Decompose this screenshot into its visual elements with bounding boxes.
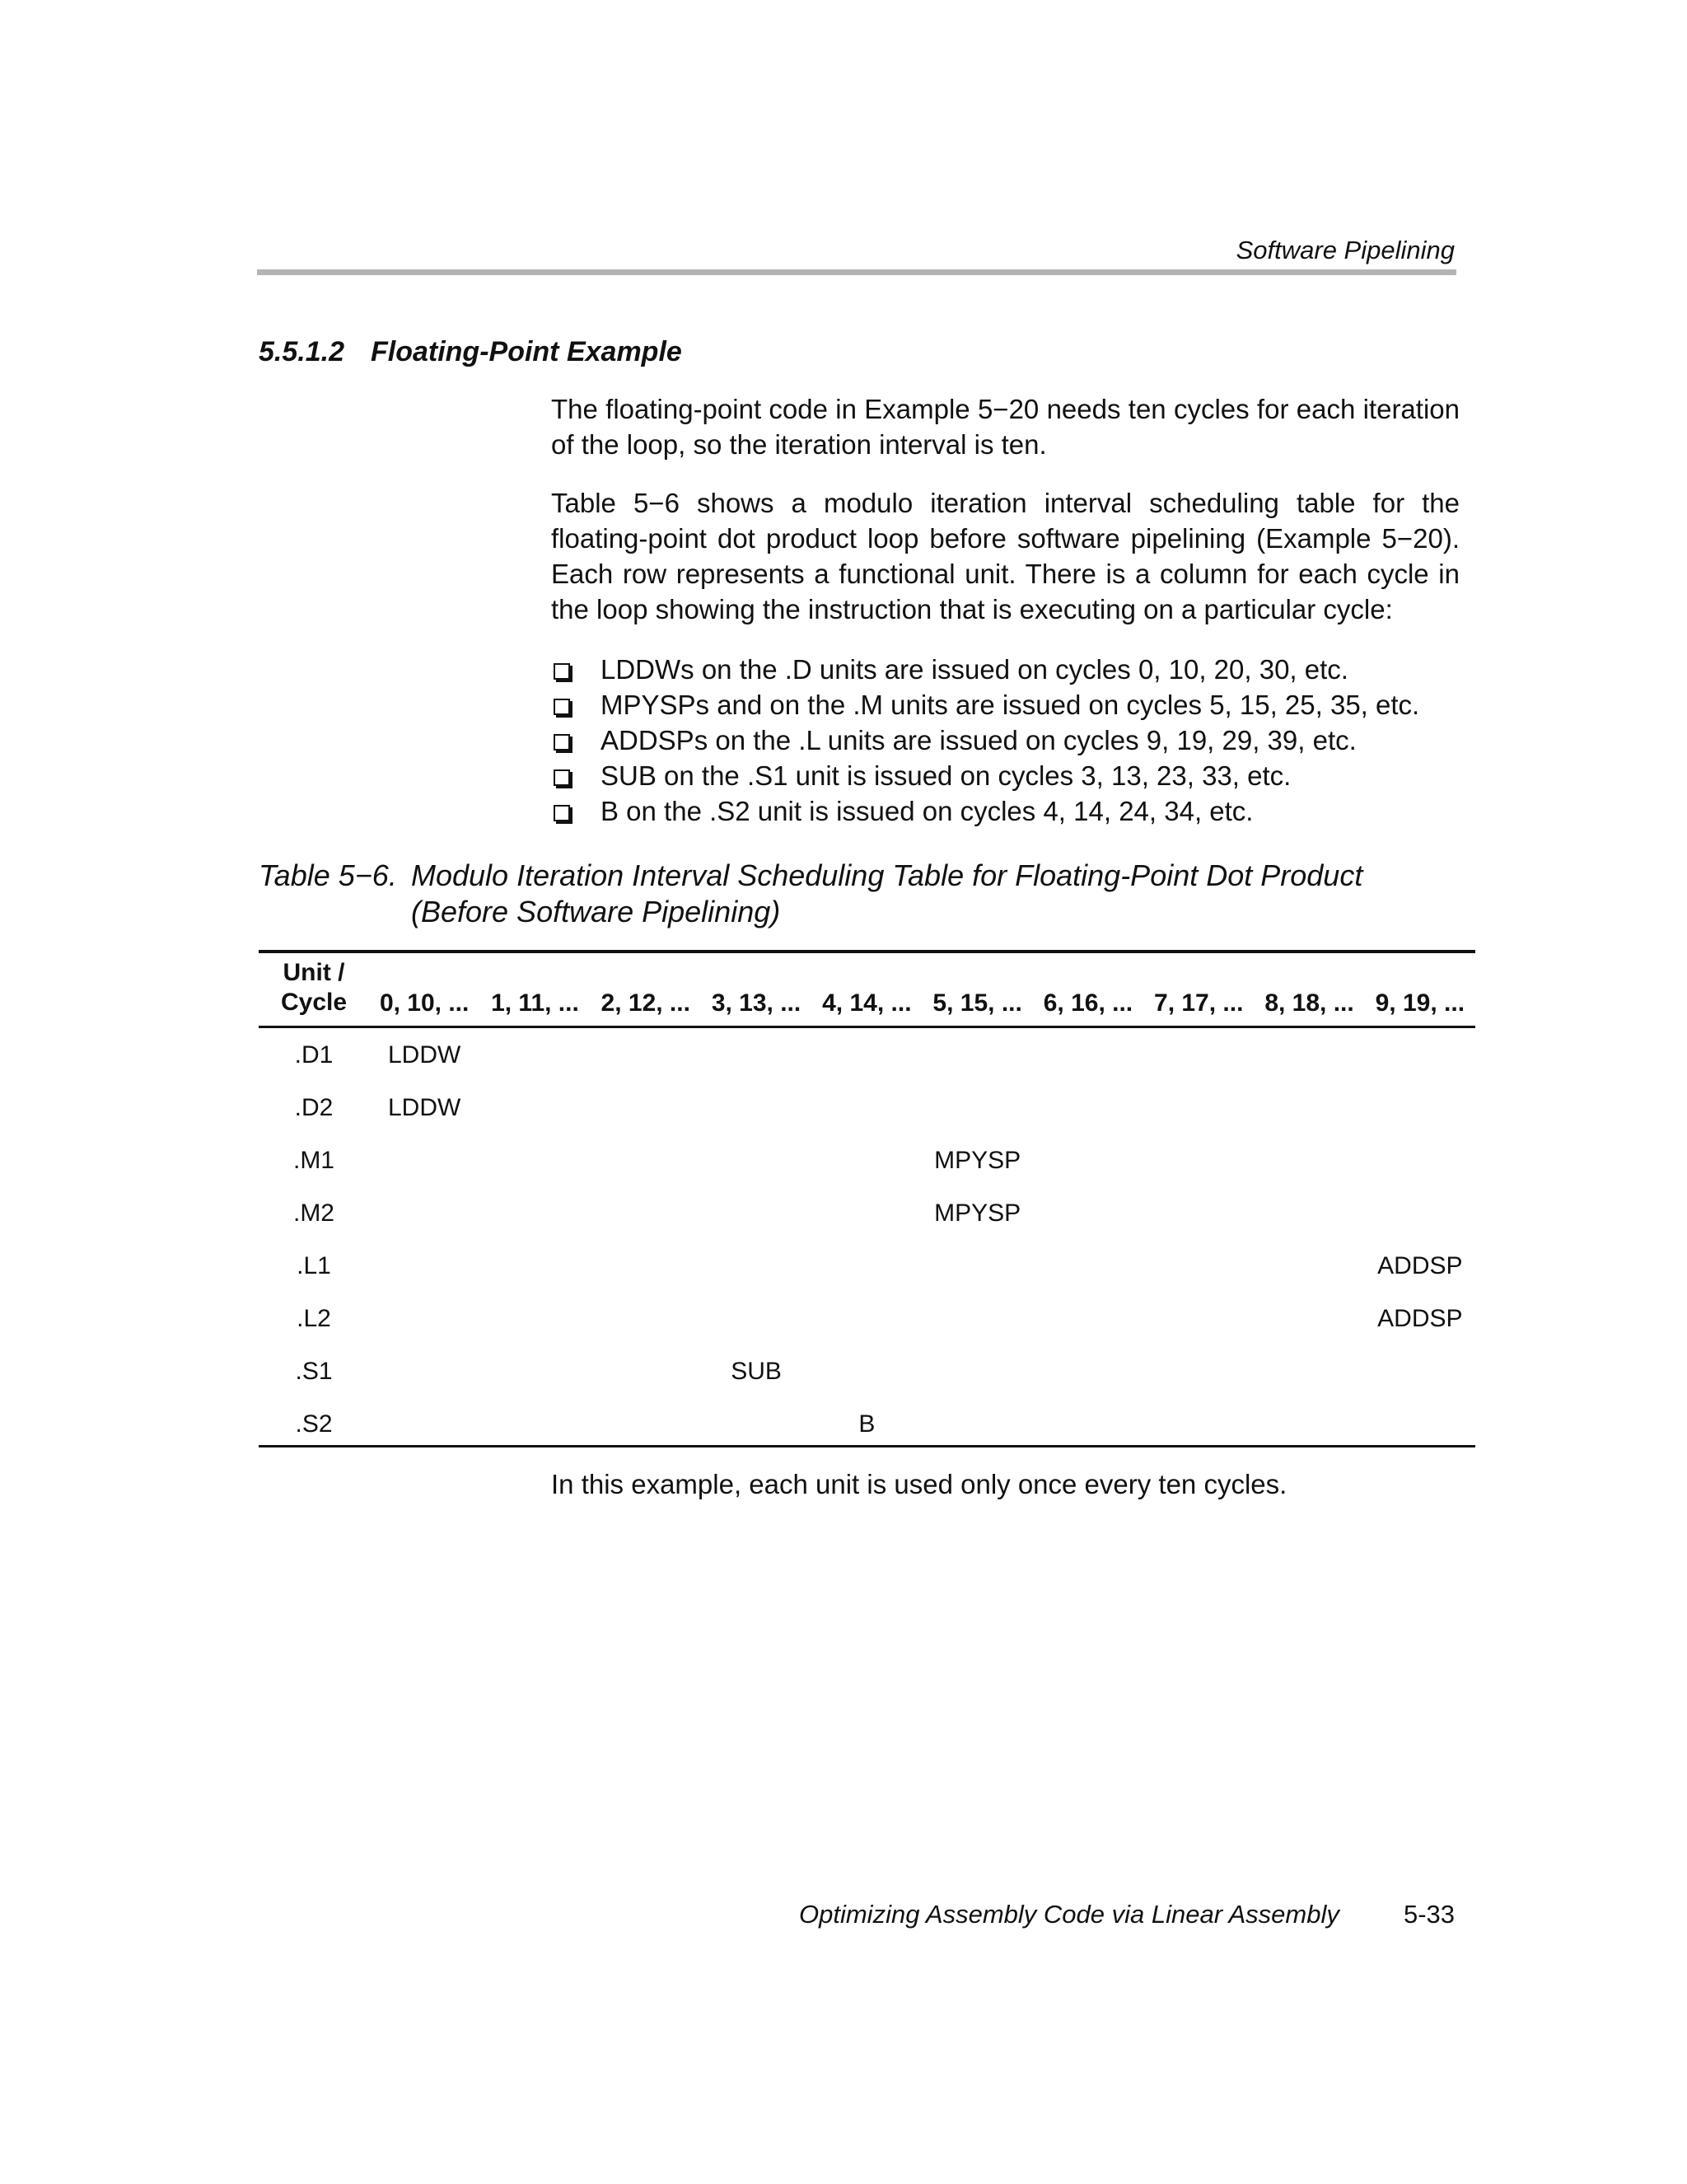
schedule-cell xyxy=(1143,1293,1254,1345)
schedule-cell xyxy=(369,1345,479,1398)
column-header-cycle: 6, 16, ... xyxy=(1043,989,1133,1017)
schedule-cell xyxy=(591,1398,701,1451)
schedule-cell: MPYSP xyxy=(934,1147,1021,1174)
header-rule xyxy=(257,269,1456,275)
table-header-row xyxy=(259,953,1475,1026)
column-header-cycle: 5, 15, ... xyxy=(932,989,1022,1017)
checkbox-bullet-icon xyxy=(554,769,570,786)
list-item xyxy=(551,652,1460,687)
schedule-cell xyxy=(922,1345,1032,1398)
column-header-cycle: 2, 12, ... xyxy=(600,989,690,1017)
running-header: Software Pipelining xyxy=(1236,236,1455,264)
column-header-cycle: 7, 17, ... xyxy=(1154,989,1244,1017)
schedule-cell: SUB xyxy=(731,1358,782,1385)
schedule-cell xyxy=(1143,1026,1254,1082)
schedule-cell xyxy=(1033,1345,1143,1398)
schedule-cell xyxy=(922,1082,1032,1134)
section-number: 5.5.1.2 xyxy=(259,336,344,367)
column-header-cycle: 0, 10, ... xyxy=(379,989,470,1017)
schedule-cell: LDDW xyxy=(387,1041,461,1069)
schedule-cell xyxy=(811,1240,922,1293)
schedule-cell xyxy=(1254,1293,1364,1345)
schedule-cell xyxy=(479,1187,590,1240)
schedule-cell xyxy=(701,1134,811,1187)
table-row xyxy=(259,1398,1475,1451)
schedule-cell xyxy=(701,1398,811,1451)
schedule-cell xyxy=(479,1345,590,1398)
unit-cell: .M1 xyxy=(292,1147,334,1174)
schedule-cell xyxy=(1254,1187,1364,1240)
schedule-cell xyxy=(479,1026,590,1082)
schedule-cell: ADDSP xyxy=(1377,1305,1463,1332)
unit-cell: .M2 xyxy=(292,1200,334,1227)
schedule-cell xyxy=(369,1293,479,1345)
schedule-cell xyxy=(369,1240,479,1293)
schedule-cell xyxy=(701,1187,811,1240)
schedule-cell xyxy=(369,1187,479,1240)
column-header-unit-cycle xyxy=(259,953,369,1026)
column-header-cycle: 3, 13, ... xyxy=(711,989,801,1017)
schedule-cell xyxy=(1143,1398,1254,1451)
page-number: 5-33 xyxy=(1403,1900,1455,1929)
schedule-cell xyxy=(479,1134,590,1187)
schedule-cell xyxy=(591,1293,701,1345)
schedule-cell: B xyxy=(858,1410,876,1438)
schedule-cell xyxy=(1365,1134,1475,1187)
checkbox-bullet-icon xyxy=(554,805,570,821)
list-item-text: B on the .S2 unit is issued on cycles 4, 14, 24, 34, etc. xyxy=(600,796,1254,826)
schedule-cell xyxy=(591,1134,701,1187)
schedule-cell xyxy=(701,1026,811,1082)
schedule-cell xyxy=(1365,1026,1475,1082)
column-header-cycle: 8, 18, ... xyxy=(1264,989,1354,1017)
schedule-cell xyxy=(369,1398,479,1451)
schedule-cell xyxy=(591,1345,701,1398)
schedule-cell xyxy=(1143,1345,1254,1398)
schedule-cell: MPYSP xyxy=(934,1200,1021,1227)
schedule-cell xyxy=(1143,1187,1254,1240)
unit-cell: .D2 xyxy=(294,1094,334,1121)
column-header-cycle: 9, 19, ... xyxy=(1375,989,1465,1017)
list-item-text: SUB on the .S1 unit is issued on cycles 3, 13, 23, 33, etc. xyxy=(600,760,1292,791)
schedule-cell xyxy=(1254,1240,1364,1293)
schedule-cell xyxy=(479,1240,590,1293)
schedule-cell xyxy=(922,1240,1032,1293)
schedule-cell xyxy=(1365,1082,1475,1134)
schedule-cell xyxy=(1033,1293,1143,1345)
paragraph-closing: In this example, each unit is used only once every ten cycles. xyxy=(551,1469,1287,1499)
bullet-list xyxy=(551,652,1460,829)
unit-header-line-1: Unit / xyxy=(283,959,345,986)
paragraph-intro: The floating-point code in Example 5−20 needs ten cycles for each iteration of the loop, so the iteration interval is ten. xyxy=(551,394,1460,460)
checkbox-bullet-icon xyxy=(554,734,570,751)
table-row xyxy=(259,1026,1475,1082)
schedule-cell xyxy=(811,1082,922,1134)
schedule-cell xyxy=(1254,1026,1364,1082)
schedule-cell xyxy=(1365,1345,1475,1398)
section-title: Floating-Point Example xyxy=(371,336,682,367)
schedule-cell xyxy=(811,1134,922,1187)
column-header-cycle: 1, 11, ... xyxy=(491,989,579,1017)
schedule-cell xyxy=(591,1026,701,1082)
schedule-cell xyxy=(811,1345,922,1398)
table-row xyxy=(259,1187,1475,1240)
schedule-cell xyxy=(1254,1345,1364,1398)
schedule-cell: LDDW xyxy=(387,1094,461,1121)
schedule-cell xyxy=(1254,1398,1364,1451)
schedule-cell xyxy=(1143,1240,1254,1293)
list-item xyxy=(551,793,1460,829)
checkbox-bullet-icon xyxy=(554,663,570,680)
table-row xyxy=(259,1082,1475,1134)
table-caption-title: Modulo Iteration Interval Scheduling Table for Floating-Point Dot Product xyxy=(411,858,1363,892)
schedule-cell xyxy=(591,1187,701,1240)
scheduling-table xyxy=(259,953,1475,1451)
schedule-cell xyxy=(811,1187,922,1240)
schedule-cell xyxy=(811,1293,922,1345)
schedule-cell xyxy=(1254,1134,1364,1187)
schedule-cell xyxy=(922,1293,1032,1345)
table-row xyxy=(259,1240,1475,1293)
schedule-cell xyxy=(1033,1187,1143,1240)
unit-cell: .L1 xyxy=(297,1252,331,1279)
list-item-text: ADDSPs on the .L units are issued on cycles 9, 19, 29, 39, etc. xyxy=(600,725,1357,755)
unit-cell: .S1 xyxy=(295,1358,333,1385)
schedule-cell xyxy=(1033,1082,1143,1134)
schedule-cell xyxy=(922,1026,1032,1082)
table-caption-label: Table 5−6. xyxy=(259,858,397,892)
schedule-cell xyxy=(1033,1398,1143,1451)
schedule-cell xyxy=(479,1082,590,1134)
schedule-cell xyxy=(369,1134,479,1187)
schedule-cell xyxy=(479,1293,590,1345)
schedule-cell xyxy=(811,1026,922,1082)
table-row xyxy=(259,1134,1475,1187)
schedule-cell xyxy=(1143,1082,1254,1134)
list-item xyxy=(551,758,1460,793)
schedule-cell xyxy=(1254,1082,1364,1134)
footer-title: Optimizing Assembly Code via Linear Assembly xyxy=(799,1900,1339,1929)
list-item-text: MPYSPs and on the .M units are issued on cycles 5, 15, 25, 35, etc. xyxy=(600,690,1420,720)
schedule-cell xyxy=(1033,1026,1143,1082)
schedule-cell xyxy=(591,1240,701,1293)
table-caption-subtitle: (Before Software Pipelining) xyxy=(411,895,781,928)
table-row xyxy=(259,1345,1475,1398)
table-body xyxy=(259,1026,1475,1451)
table-row xyxy=(259,1293,1475,1345)
unit-header-line-2: Cycle xyxy=(280,989,348,1016)
schedule-cell xyxy=(701,1293,811,1345)
unit-cell: .L2 xyxy=(297,1305,331,1332)
schedule-cell xyxy=(1033,1134,1143,1187)
schedule-cell xyxy=(591,1082,701,1134)
schedule-cell xyxy=(1365,1398,1475,1451)
schedule-cell xyxy=(479,1398,590,1451)
schedule-cell xyxy=(1033,1240,1143,1293)
column-header-cycle: 4, 14, ... xyxy=(822,989,912,1017)
schedule-cell: ADDSP xyxy=(1377,1252,1463,1279)
schedule-cell xyxy=(1365,1187,1475,1240)
list-item-text: LDDWs on the .D units are issued on cycles 0, 10, 20, 30, etc. xyxy=(600,654,1348,685)
schedule-cell xyxy=(701,1240,811,1293)
schedule-cell xyxy=(701,1082,811,1134)
checkbox-bullet-icon xyxy=(554,699,570,715)
paragraph-table-description: Table 5−6 shows a modulo iteration interval scheduling table for the floating-point dot product loop before software pipelining (Example 5−20). Each row represents a functional unit. There is a column for each cycle in the loop showing the instruction that is executing on a particular cycle: xyxy=(551,488,1460,624)
schedule-cell xyxy=(1143,1134,1254,1187)
unit-cell: .D1 xyxy=(294,1041,334,1069)
schedule-cell xyxy=(922,1398,1032,1451)
unit-cell: .S2 xyxy=(295,1410,333,1438)
list-item xyxy=(551,687,1460,723)
list-item xyxy=(551,723,1460,758)
